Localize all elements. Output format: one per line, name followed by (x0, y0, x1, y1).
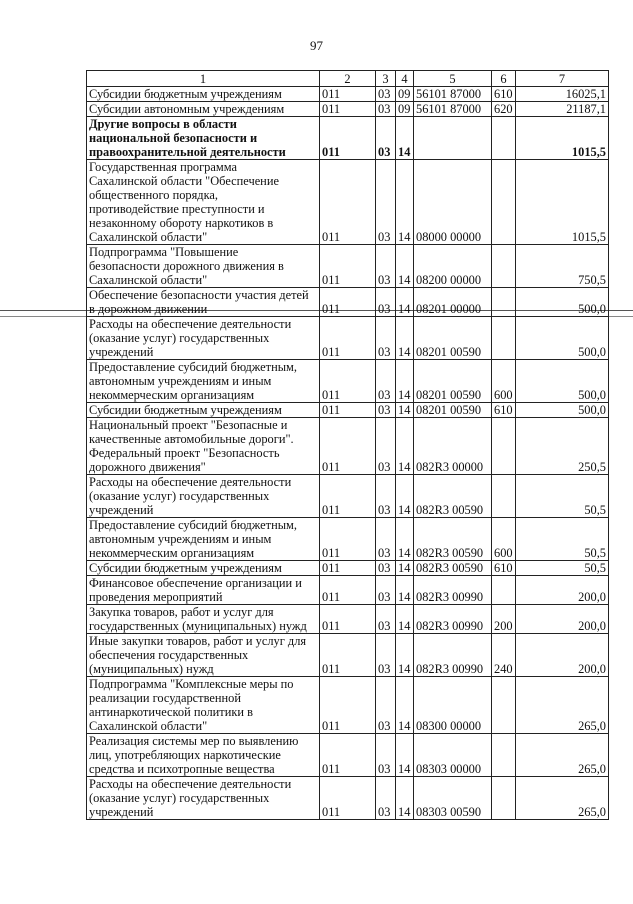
target-article-cell: 082R3 00590 (414, 518, 492, 561)
table-row (87, 518, 609, 561)
ministry-code-cell: 011 (320, 403, 376, 418)
expense-type-cell (492, 160, 516, 245)
section-code-cell: 03 (376, 605, 396, 634)
table-row (87, 561, 609, 576)
target-article-cell: 082R3 00000 (414, 418, 492, 475)
name-cell: Национальный проект "Безопасные и качественные автомобильные дороги". Федеральный проект "Безопасность дорожного движения" (87, 418, 320, 475)
name-cell: Реализация системы мер по выявлению лиц, употребляющих наркотические средства и психотропные вещества (87, 734, 320, 777)
table-row (87, 677, 609, 734)
name-cell: Предоставление субсидий бюджетным, автономным учреждениям и иным некоммерческим организациям (87, 360, 320, 403)
ministry-code-cell: 011 (320, 576, 376, 605)
name-cell: Государственная программа Сахалинской области "Обеспечение общественного порядка, противодействие преступности и незаконному обороту наркотиков в Сахалинской области" (87, 160, 320, 245)
name-cell: Подпрограмма "Повышение безопасности дорожного движения в Сахалинской области" (87, 245, 320, 288)
expense-type-cell (492, 117, 516, 160)
amount-cell: 50,5 (516, 475, 609, 518)
expense-type-cell (492, 245, 516, 288)
table-header-row (87, 71, 609, 87)
table-row (87, 102, 609, 117)
section-code-cell: 03 (376, 475, 396, 518)
subsection-code-cell: 14 (396, 777, 414, 820)
expense-type-cell: 600 (492, 360, 516, 403)
page-number: 97 (310, 38, 323, 53)
ministry-code-cell: 011 (320, 160, 376, 245)
section-code-cell: 03 (376, 102, 396, 117)
target-article-cell: 082R3 00990 (414, 605, 492, 634)
amount-cell: 200,0 (516, 576, 609, 605)
expense-type-cell: 600 (492, 518, 516, 561)
table-row (87, 605, 609, 634)
ministry-code-cell: 011 (320, 87, 376, 102)
amount-cell: 265,0 (516, 777, 609, 820)
header-cell-ministry: 2 (320, 71, 376, 87)
expense-type-cell: 610 (492, 403, 516, 418)
ministry-code-cell: 011 (320, 102, 376, 117)
subsection-code-cell: 14 (396, 160, 414, 245)
amount-cell: 21187,1 (516, 102, 609, 117)
header-cell-subsection: 4 (396, 71, 414, 87)
section-code-cell: 03 (376, 677, 396, 734)
amount-cell: 50,5 (516, 518, 609, 561)
table-row (87, 734, 609, 777)
target-article-cell: 082R3 00590 (414, 561, 492, 576)
section-code-cell: 03 (376, 777, 396, 820)
subsection-code-cell: 14 (396, 288, 414, 317)
ministry-code-cell: 011 (320, 475, 376, 518)
expense-type-cell: 620 (492, 102, 516, 117)
name-cell: Расходы на обеспечение деятельности (оказание услуг) государственных учреждений (87, 475, 320, 518)
ministry-code-cell: 011 (320, 518, 376, 561)
table-row (87, 576, 609, 605)
subsection-code-cell: 14 (396, 605, 414, 634)
section-code-cell: 03 (376, 288, 396, 317)
subsection-code-cell: 14 (396, 734, 414, 777)
amount-cell: 500,0 (516, 317, 609, 360)
ministry-code-cell: 011 (320, 777, 376, 820)
expense-type-cell (492, 475, 516, 518)
subsection-code-cell: 09 (396, 102, 414, 117)
name-cell: Субсидии бюджетным учреждениям (87, 403, 320, 418)
amount-cell: 500,0 (516, 288, 609, 317)
ministry-code-cell: 011 (320, 117, 376, 160)
section-code-cell: 03 (376, 317, 396, 360)
ministry-code-cell: 011 (320, 245, 376, 288)
subsection-code-cell: 14 (396, 576, 414, 605)
amount-cell: 265,0 (516, 677, 609, 734)
amount-cell: 16025,1 (516, 87, 609, 102)
table-row (87, 777, 609, 820)
amount-cell: 50,5 (516, 561, 609, 576)
amount-cell: 265,0 (516, 734, 609, 777)
name-cell: Расходы на обеспечение деятельности (оказание услуг) государственных учреждений (87, 777, 320, 820)
section-code-cell: 03 (376, 734, 396, 777)
ministry-code-cell: 011 (320, 288, 376, 317)
ministry-code-cell: 011 (320, 418, 376, 475)
table-row (87, 288, 609, 317)
target-article-cell: 56101 87000 (414, 87, 492, 102)
section-code-cell: 03 (376, 634, 396, 677)
section-code-cell: 03 (376, 245, 396, 288)
name-cell: Обеспечение безопасности участия детей в дорожном движении (87, 288, 320, 317)
table-row (87, 475, 609, 518)
section-code-cell: 03 (376, 418, 396, 475)
target-article-cell: 08303 00000 (414, 734, 492, 777)
target-article-cell: 082R3 00990 (414, 576, 492, 605)
expense-type-cell (492, 418, 516, 475)
amount-cell: 1015,5 (516, 160, 609, 245)
name-cell: Расходы на обеспечение деятельности (оказание услуг) государственных учреждений (87, 317, 320, 360)
name-cell: Финансовое обеспечение организации и проведения мероприятий (87, 576, 320, 605)
target-article-cell: 08300 00000 (414, 677, 492, 734)
expense-type-cell (492, 777, 516, 820)
section-code-cell: 03 (376, 87, 396, 102)
table-row (87, 418, 609, 475)
ministry-code-cell: 011 (320, 317, 376, 360)
table-row (87, 317, 609, 360)
name-cell: Субсидии бюджетным учреждениям (87, 561, 320, 576)
expense-type-cell (492, 734, 516, 777)
expense-type-cell (492, 576, 516, 605)
target-article-cell: 08201 00590 (414, 317, 492, 360)
subsection-code-cell: 14 (396, 677, 414, 734)
expense-type-cell: 200 (492, 605, 516, 634)
name-cell: Предоставление субсидий бюджетным, автономным учреждениям и иным некоммерческим организациям (87, 518, 320, 561)
name-cell: Субсидии автономным учреждениям (87, 102, 320, 117)
table-row (87, 87, 609, 102)
table-row (87, 403, 609, 418)
section-code-cell: 03 (376, 403, 396, 418)
table-row (87, 117, 609, 160)
header-cell-amount: 7 (516, 71, 609, 87)
expense-type-cell (492, 677, 516, 734)
subsection-code-cell: 09 (396, 87, 414, 102)
table-row (87, 360, 609, 403)
expense-type-cell: 610 (492, 561, 516, 576)
target-article-cell: 08201 00000 (414, 288, 492, 317)
ministry-code-cell: 011 (320, 677, 376, 734)
header-cell-name: 1 (87, 71, 320, 87)
target-article-cell: 08303 00590 (414, 777, 492, 820)
subsection-code-cell: 14 (396, 360, 414, 403)
budget-table (86, 70, 609, 820)
amount-cell: 1015,5 (516, 117, 609, 160)
header-cell-target-article: 5 (414, 71, 492, 87)
target-article-cell (414, 117, 492, 160)
section-code-cell: 03 (376, 518, 396, 561)
amount-cell: 200,0 (516, 605, 609, 634)
section-code-cell: 03 (376, 160, 396, 245)
amount-cell: 250,5 (516, 418, 609, 475)
subsection-code-cell: 14 (396, 117, 414, 160)
amount-cell: 750,5 (516, 245, 609, 288)
subsection-code-cell: 14 (396, 634, 414, 677)
ministry-code-cell: 011 (320, 605, 376, 634)
amount-cell: 500,0 (516, 403, 609, 418)
subsection-code-cell: 14 (396, 403, 414, 418)
ministry-code-cell: 011 (320, 734, 376, 777)
subsection-code-cell: 14 (396, 245, 414, 288)
ministry-code-cell: 011 (320, 634, 376, 677)
target-article-cell: 082R3 00990 (414, 634, 492, 677)
ministry-code-cell: 011 (320, 360, 376, 403)
target-article-cell: 082R3 00590 (414, 475, 492, 518)
target-article-cell: 56101 87000 (414, 102, 492, 117)
name-cell: Подпрограмма "Комплексные меры по реализации государственной антинаркотической политики в Сахалинской области" (87, 677, 320, 734)
subsection-code-cell: 14 (396, 561, 414, 576)
section-code-cell: 03 (376, 117, 396, 160)
expense-type-cell: 240 (492, 634, 516, 677)
expense-type-cell: 610 (492, 87, 516, 102)
amount-cell: 200,0 (516, 634, 609, 677)
target-article-cell: 08000 00000 (414, 160, 492, 245)
subsection-code-cell: 14 (396, 518, 414, 561)
name-cell: Субсидии бюджетным учреждениям (87, 87, 320, 102)
expense-type-cell (492, 288, 516, 317)
target-article-cell: 08201 00590 (414, 360, 492, 403)
header-cell-expense-type: 6 (492, 71, 516, 87)
subsection-code-cell: 14 (396, 418, 414, 475)
name-cell: Иные закупки товаров, работ и услуг для обеспечения государственных (муниципальных) нужд (87, 634, 320, 677)
table-row (87, 245, 609, 288)
section-code-cell: 03 (376, 576, 396, 605)
header-cell-section: 3 (376, 71, 396, 87)
table-row (87, 160, 609, 245)
section-code-cell: 03 (376, 360, 396, 403)
subsection-code-cell: 14 (396, 317, 414, 360)
name-cell: Другие вопросы в области национальной безопасности и правоохранительной деятельности (87, 117, 320, 160)
expense-type-cell (492, 317, 516, 360)
table-row (87, 634, 609, 677)
amount-cell: 500,0 (516, 360, 609, 403)
ministry-code-cell: 011 (320, 561, 376, 576)
name-cell: Закупка товаров, работ и услуг для государственных (муниципальных) нужд (87, 605, 320, 634)
subsection-code-cell: 14 (396, 475, 414, 518)
section-code-cell: 03 (376, 561, 396, 576)
target-article-cell: 08201 00590 (414, 403, 492, 418)
target-article-cell: 08200 00000 (414, 245, 492, 288)
